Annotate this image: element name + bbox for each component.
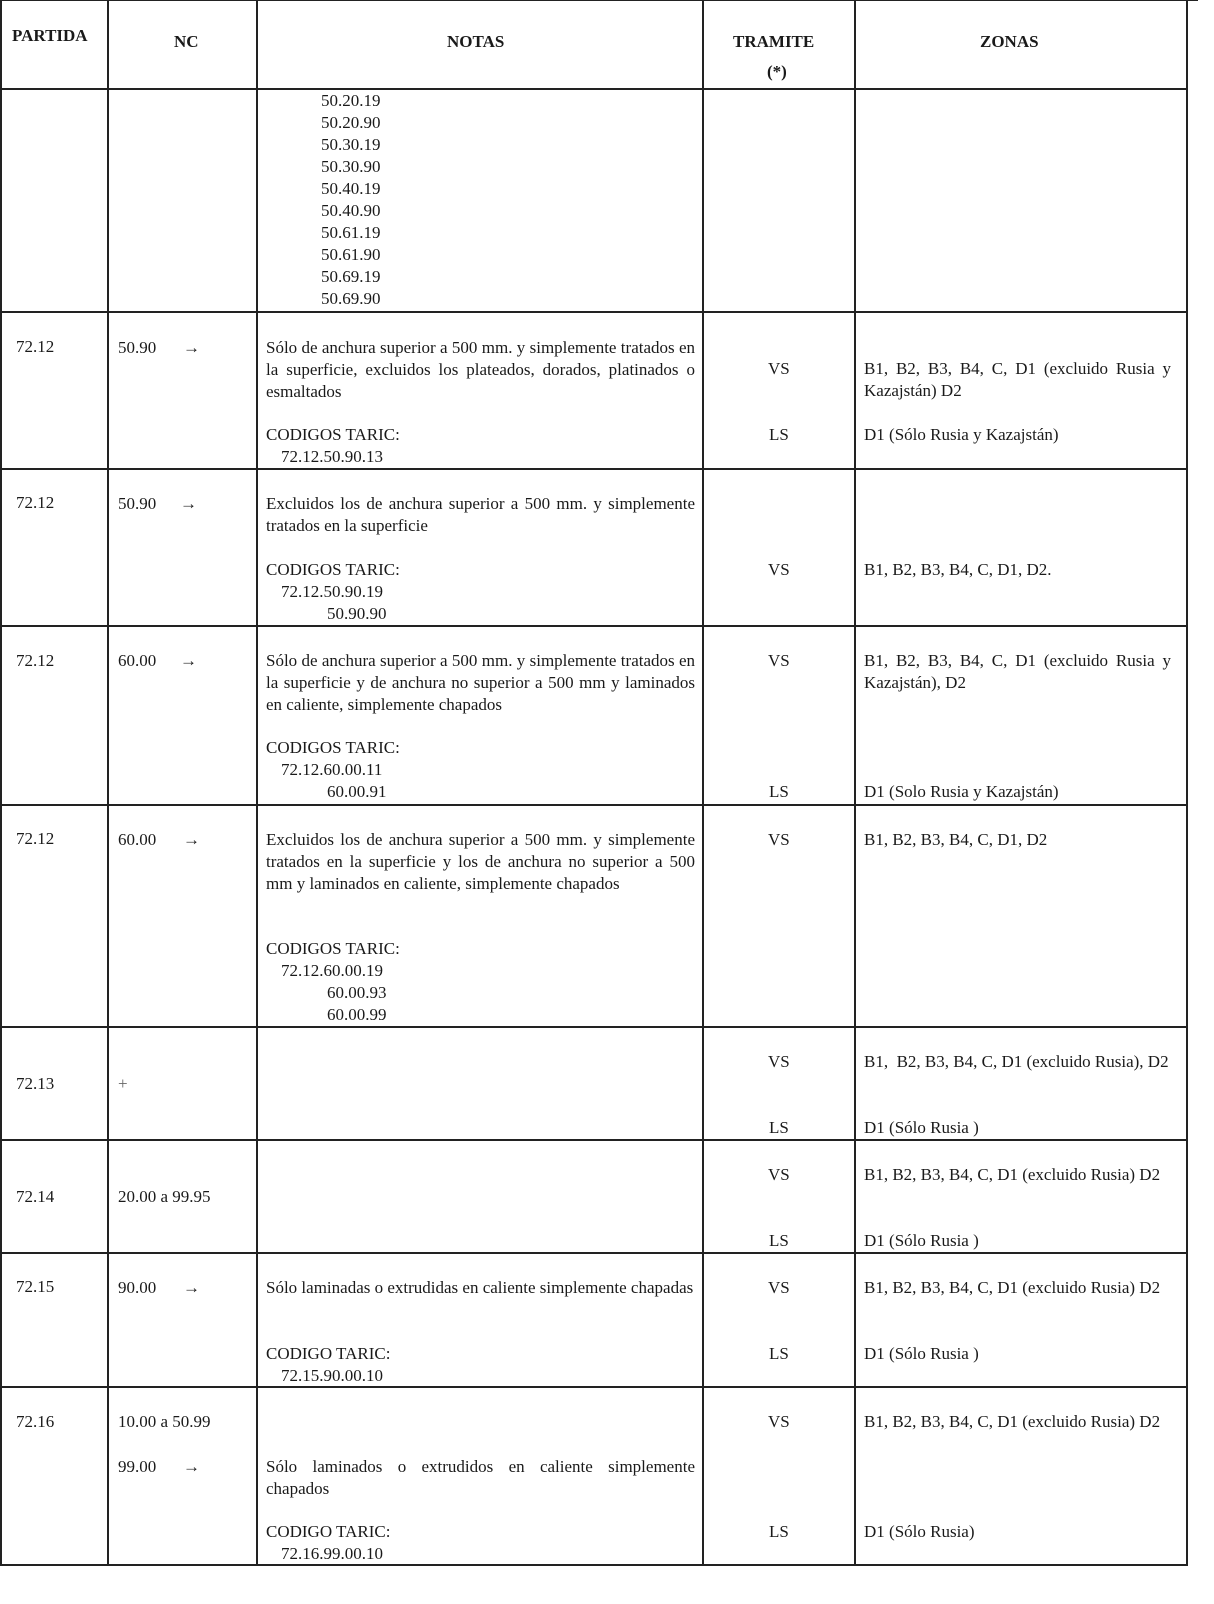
zonas-cell: D1 (Sólo Rusia y Kazajstán) [864,425,1059,444]
tramite-cell: LS [769,782,789,801]
nc-cell: + [118,1074,128,1093]
column-rule [0,0,2,1566]
row-rule [0,1026,1188,1028]
tramite-cell: VS [768,560,790,579]
partida-cell: 72.12 [16,651,55,670]
taric-code: 72.15.90.00.10 [281,1366,383,1385]
column-rule [702,0,704,1566]
table-top-rule [0,0,1198,1]
taric-code: 50.61.19 [321,223,381,242]
nota-text: Sólo laminadas o extrudidas en caliente simplemente chapadas [266,1278,694,1297]
taric-code: 60.00.91 [327,782,387,801]
tramite-cell: VS [768,1165,790,1184]
nota-text: Sólo de anchura superior a 500 mm. y simplemente tratados en la superficie, excluidos los plateados, dorados, platinados o esmaltados [266,338,695,401]
column-rule [107,0,109,1566]
tramite-cell: VS [768,359,790,378]
zonas-cell: B1, B2, B3, B4, C, D1, D2. [864,560,1052,579]
zonas-cell: B1, B2, B3, B4, C, D1 (excluido Rusia), D2 [864,1052,1169,1071]
tramite-cell: VS [768,651,790,670]
nota-text: Excluidos los de anchura superior a 500 mm. y simplemente tratados en la superficie y los de anchura no superior a 500 mm y laminados en caliente, simplemente chapados [266,830,695,893]
nc-cell: 60.00 [118,651,157,670]
nc-cell: 10.00 a 50.99 [118,1412,211,1431]
header-nc: NC [174,32,199,51]
taric-label: CODIGOS TARIC: [266,738,400,757]
taric-code: 50.20.90 [321,113,381,132]
table-bottom-rule [0,1564,1188,1566]
arrow-icon: → [180,651,197,670]
taric-code: 50.40.90 [321,201,381,220]
taric-code: 50.30.90 [321,157,381,176]
taric-label: CODIGO TARIC: [266,1522,391,1541]
nc-cell: 90.00 [118,1278,157,1297]
tramite-cell: VS [768,1052,790,1071]
taric-code: 50.69.90 [321,289,381,308]
column-rule [1186,0,1188,1566]
zonas-cell: B1, B2, B3, B4, C, D1 (excluido Rusia y Kazajstán), D2 [864,651,1171,692]
zonas-cell: B1, B2, B3, B4, C, D1 (excluido Rusia y Kazajstán) D2 [864,359,1171,400]
taric-code: 72.12.60.00.11 [281,760,383,779]
nota-text: Sólo de anchura superior a 500 mm. y simplemente tratados en la superficie y de anchura no superior a 500 mm y laminados en caliente, simplemente chapados [266,651,695,714]
column-rule [854,0,856,1566]
taric-code: 50.90.90 [327,604,387,623]
nc-cell: 20.00 a 99.95 [118,1187,211,1206]
header-notas: NOTAS [447,32,505,51]
zonas-cell: D1 (Sólo Rusia ) [864,1231,979,1250]
arrow-icon: → [183,830,200,849]
taric-label: CODIGOS TARIC: [266,425,400,444]
nota-text: Sólo laminados o extrudidos en caliente simplemente chapados [266,1457,695,1498]
tramite-cell: VS [768,1412,790,1431]
partida-cell: 72.14 [16,1187,55,1206]
zonas-cell: D1 (Sólo Rusia ) [864,1118,979,1137]
zonas-cell: B1, B2, B3, B4, C, D1, D2 [864,830,1048,849]
row-rule [0,1252,1188,1254]
arrow-icon: → [183,1278,200,1297]
partida-cell: 72.16 [16,1412,55,1431]
tramite-cell: LS [769,425,789,444]
taric-code: 50.69.19 [321,267,381,286]
taric-label: CODIGOS TARIC: [266,939,400,958]
taric-code: 72.12.60.00.19 [281,961,383,980]
taric-code: 50.20.19 [321,91,381,110]
nc-cell: 50.90 [118,338,157,357]
zonas-cell: B1, B2, B3, B4, C, D1 (excluido Rusia) D2 [864,1278,1161,1297]
tramite-cell: VS [768,1278,790,1297]
taric-code: 72.16.99.00.10 [281,1544,383,1563]
nc-cell: 99.00 [118,1457,157,1476]
zonas-cell: D1 (Sólo Rusia ) [864,1344,979,1363]
nc-cell: 60.00 [118,830,157,849]
zonas-cell: D1 (Solo Rusia y Kazajstán) [864,782,1059,801]
taric-code: 60.00.99 [327,1005,387,1024]
row-rule [0,625,1188,627]
partida-cell: 72.12 [16,337,55,356]
taric-code: 50.30.19 [321,135,381,154]
partida-cell: 72.13 [16,1074,55,1093]
header-zonas: ZONAS [980,32,1039,51]
header-tramite: TRAMITE [733,32,815,51]
taric-code: 50.61.90 [321,245,381,264]
tramite-cell: LS [769,1344,789,1363]
row-rule [0,1139,1188,1141]
partida-cell: 72.12 [16,493,55,512]
taric-code: 72.12.50.90.19 [281,582,383,601]
tramite-cell: LS [769,1118,789,1137]
tramite-cell: LS [769,1522,789,1541]
zonas-cell: D1 (Sólo Rusia) [864,1522,975,1541]
arrow-icon: → [180,494,197,513]
tramite-cell: VS [768,830,790,849]
taric-label: CODIGOS TARIC: [266,560,400,579]
arrow-icon: → [183,338,200,357]
row-rule [0,311,1188,313]
arrow-icon: → [183,1457,200,1476]
partida-cell: 72.15 [16,1277,55,1296]
taric-label: CODIGO TARIC: [266,1344,391,1363]
taric-code: 50.40.19 [321,179,381,198]
zonas-cell: B1, B2, B3, B4, C, D1 (excluido Rusia) D2 [864,1165,1161,1184]
header-bottom-rule [0,88,1188,90]
header-partida: PARTIDA [12,26,88,45]
row-rule [0,1386,1188,1388]
nota-text: Excluidos los de anchura superior a 500 mm. y simplemente tratados en la superficie [266,494,695,535]
row-rule [0,468,1188,470]
taric-code: 60.00.93 [327,983,387,1002]
row-rule [0,804,1188,806]
nc-cell: 50.90 [118,494,157,513]
taric-code: 72.12.50.90.13 [281,447,383,466]
zonas-cell: B1, B2, B3, B4, C, D1 (excluido Rusia) D2 [864,1412,1161,1431]
partida-cell: 72.12 [16,829,55,848]
column-rule [256,0,258,1566]
tramite-cell: LS [769,1231,789,1250]
header-tramite-note: (*) [767,62,787,81]
